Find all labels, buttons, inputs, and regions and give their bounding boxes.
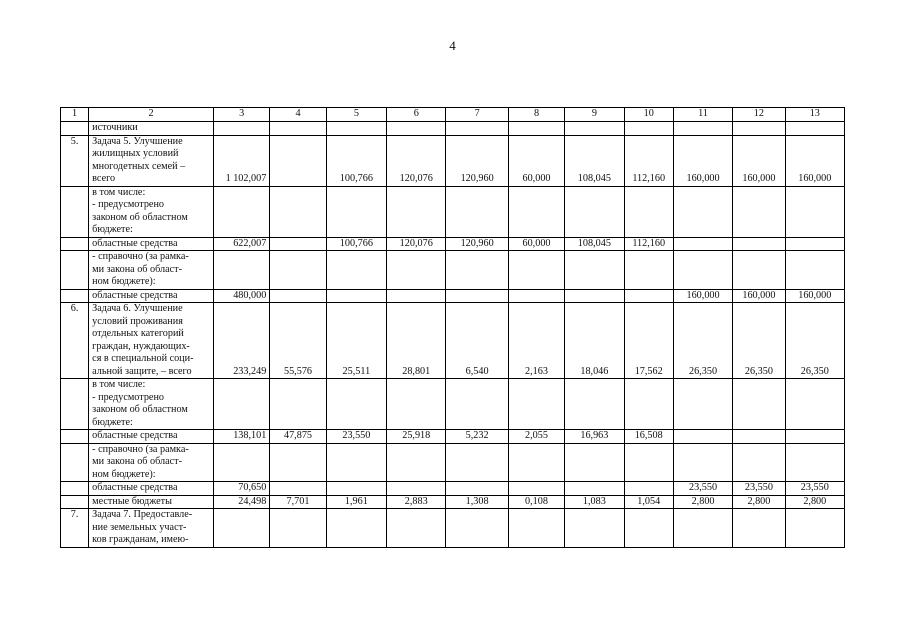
table-row [61,289,845,303]
value-cell: 5,232 [446,430,508,444]
row-label: - справочно (за рамка- ми закона об област- ном бюджете): [89,251,214,290]
column-header: 9 [565,108,624,122]
value-cell [213,251,269,290]
value-cell [387,482,446,496]
value-cell: 622,007 [213,237,269,251]
row-number [61,289,89,303]
value-cell [624,289,673,303]
value-cell: 60,000 [508,237,564,251]
column-header: 3 [213,108,269,122]
value-cell [213,509,269,548]
value-cell [326,251,386,290]
column-header: 12 [733,108,785,122]
value-cell [446,509,508,548]
value-cell [673,379,732,430]
value-cell [446,186,508,237]
value-cell [270,443,326,482]
value-cell [785,237,844,251]
row-label: источники [89,122,214,136]
value-cell [326,509,386,548]
value-cell: 23,550 [785,482,844,496]
value-cell [565,289,624,303]
value-cell: 112,160 [624,237,673,251]
value-cell: 138,101 [213,430,269,444]
table-header [61,108,845,122]
value-cell [387,251,446,290]
row-label: местные бюджеты [89,495,214,509]
table-row [61,430,845,444]
value-cell: 1,308 [446,495,508,509]
value-cell: 120,960 [446,135,508,186]
value-cell [508,443,564,482]
budget-table [60,107,845,548]
value-cell: 0,108 [508,495,564,509]
value-cell: 2,163 [508,303,564,379]
value-cell [785,430,844,444]
row-number [61,482,89,496]
value-cell [565,122,624,136]
value-cell: 2,883 [387,495,446,509]
value-cell [565,509,624,548]
value-cell: 47,875 [270,430,326,444]
column-header: 7 [446,108,508,122]
table-row [61,135,845,186]
value-cell [508,251,564,290]
row-number [61,443,89,482]
value-cell [733,509,785,548]
value-cell: 24,498 [213,495,269,509]
value-cell [785,251,844,290]
value-cell [508,186,564,237]
value-cell [565,251,624,290]
value-cell [624,482,673,496]
value-cell: 1,961 [326,495,386,509]
value-cell [270,122,326,136]
value-cell [326,186,386,237]
value-cell [565,482,624,496]
value-cell: 55,576 [270,303,326,379]
value-cell: 233,249 [213,303,269,379]
value-cell: 1,054 [624,495,673,509]
column-header: 13 [785,108,844,122]
value-cell [213,379,269,430]
value-cell [446,482,508,496]
value-cell [270,509,326,548]
value-cell [508,122,564,136]
value-cell [508,379,564,430]
value-cell [270,379,326,430]
value-cell [733,379,785,430]
value-cell [270,289,326,303]
value-cell: 25,918 [387,430,446,444]
value-cell [785,379,844,430]
value-cell [446,379,508,430]
table-row [61,122,845,136]
value-cell [508,509,564,548]
row-number: 6. [61,303,89,379]
row-number [61,251,89,290]
value-cell: 2,055 [508,430,564,444]
value-cell [387,509,446,548]
value-cell [446,443,508,482]
value-cell [387,443,446,482]
row-label: Задача 7. Предоставле- ние земельных участ- ков гражданам, имею- [89,509,214,548]
table-row [61,509,845,548]
table-row [61,303,845,379]
value-cell [785,443,844,482]
value-cell [213,122,269,136]
value-cell [733,122,785,136]
value-cell: 480,000 [213,289,269,303]
value-cell [326,289,386,303]
value-cell [387,289,446,303]
value-cell: 160,000 [673,289,732,303]
value-cell: 120,960 [446,237,508,251]
column-header: 6 [387,108,446,122]
row-number [61,186,89,237]
value-cell [624,379,673,430]
value-cell [326,482,386,496]
table-row [61,237,845,251]
value-cell [446,122,508,136]
value-cell [624,509,673,548]
value-cell [565,379,624,430]
column-header: 1 [61,108,89,122]
table-row [61,379,845,430]
value-cell [673,509,732,548]
value-cell: 1 102,007 [213,135,269,186]
row-label: в том числе: - предусмотрено законом об областном бюджете: [89,186,214,237]
column-header: 10 [624,108,673,122]
row-number [61,237,89,251]
value-cell: 100,766 [326,237,386,251]
row-label: Задача 5. Улучшение жилищных условий многодетных семей – всего [89,135,214,186]
value-cell: 23,550 [733,482,785,496]
value-cell [733,251,785,290]
value-cell [387,122,446,136]
value-cell [733,443,785,482]
column-header: 11 [673,108,732,122]
value-cell [733,237,785,251]
column-header: 4 [270,108,326,122]
value-cell: 7,701 [270,495,326,509]
table-row [61,443,845,482]
page-number: 4 [449,38,456,53]
value-cell: 26,350 [785,303,844,379]
row-label: областные средства [89,430,214,444]
table-body [61,122,845,548]
value-cell: 160,000 [733,135,785,186]
value-cell [326,379,386,430]
value-cell [387,186,446,237]
value-cell [785,509,844,548]
value-cell: 23,550 [673,482,732,496]
value-cell: 2,800 [673,495,732,509]
row-number [61,379,89,430]
row-number [61,122,89,136]
value-cell: 18,046 [565,303,624,379]
value-cell: 120,076 [387,237,446,251]
value-cell: 2,800 [733,495,785,509]
value-cell [733,186,785,237]
value-cell [565,186,624,237]
value-cell [673,251,732,290]
value-cell [624,443,673,482]
table-row [61,495,845,509]
row-label: областные средства [89,237,214,251]
value-cell [673,237,732,251]
value-cell [624,122,673,136]
value-cell: 100,766 [326,135,386,186]
row-label: областные средства [89,482,214,496]
value-cell: 16,508 [624,430,673,444]
row-number: 5. [61,135,89,186]
header-row [61,108,845,122]
row-label: областные средства [89,289,214,303]
value-cell [213,186,269,237]
value-cell: 28,801 [387,303,446,379]
value-cell [270,135,326,186]
value-cell: 25,511 [326,303,386,379]
row-number [61,430,89,444]
value-cell: 160,000 [673,135,732,186]
column-header: 5 [326,108,386,122]
table-row [61,251,845,290]
table-row [61,186,845,237]
value-cell [673,186,732,237]
value-cell: 160,000 [785,135,844,186]
value-cell [785,122,844,136]
value-cell [673,443,732,482]
value-cell [387,379,446,430]
value-cell [270,482,326,496]
value-cell [270,237,326,251]
row-number [61,495,89,509]
row-label: Задача 6. Улучшение условий проживания отдельных категорий граждан, нуждающих- ся в специальной соци- альной защите, – всего [89,303,214,379]
value-cell [446,251,508,290]
value-cell: 16,963 [565,430,624,444]
value-cell: 1,083 [565,495,624,509]
value-cell: 6,540 [446,303,508,379]
value-cell [673,122,732,136]
value-cell [446,289,508,303]
value-cell [213,443,269,482]
value-cell: 26,350 [673,303,732,379]
value-cell: 120,076 [387,135,446,186]
value-cell [508,289,564,303]
value-cell [624,186,673,237]
table-row [61,482,845,496]
value-cell [785,186,844,237]
row-number: 7. [61,509,89,548]
column-header: 2 [89,108,214,122]
value-cell [508,482,564,496]
column-header: 8 [508,108,564,122]
value-cell [270,186,326,237]
value-cell [326,443,386,482]
value-cell: 26,350 [733,303,785,379]
value-cell: 108,045 [565,135,624,186]
row-label: в том числе: - предусмотрено законом об областном бюджете: [89,379,214,430]
value-cell [326,122,386,136]
value-cell [733,430,785,444]
value-cell: 2,800 [785,495,844,509]
value-cell [673,430,732,444]
value-cell [270,251,326,290]
value-cell [624,251,673,290]
value-cell: 112,160 [624,135,673,186]
value-cell: 70,650 [213,482,269,496]
value-cell: 160,000 [733,289,785,303]
value-cell: 23,550 [326,430,386,444]
value-cell [565,443,624,482]
row-label: - справочно (за рамка- ми закона об област- ном бюджете): [89,443,214,482]
value-cell: 60,000 [508,135,564,186]
value-cell: 17,562 [624,303,673,379]
value-cell: 160,000 [785,289,844,303]
value-cell: 108,045 [565,237,624,251]
